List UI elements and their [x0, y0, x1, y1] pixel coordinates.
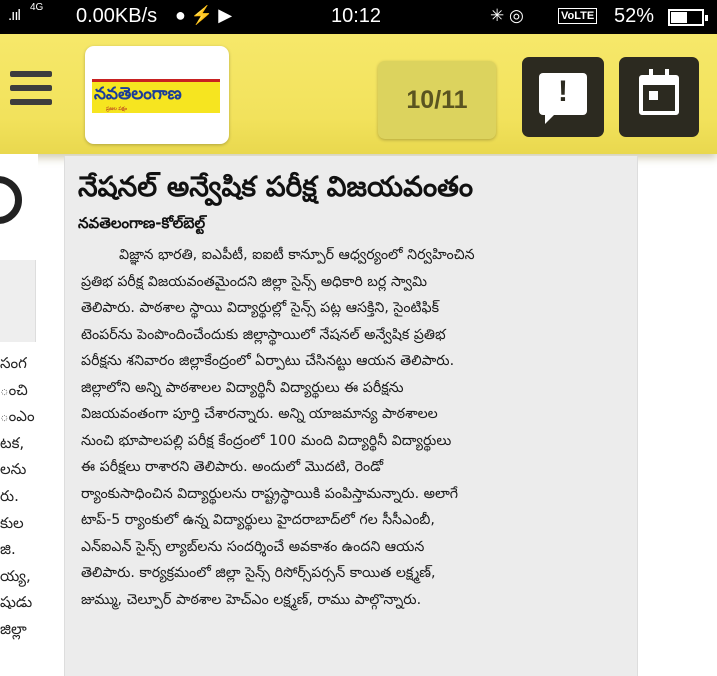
- article-clipping[interactable]: [64, 156, 638, 676]
- left-text-line: లను: [0, 460, 27, 479]
- article-line: విజయవంతంగా పూర్తి చేశారన్నారు. అన్ని యాజమాన్య పాఠశాలల: [81, 406, 438, 422]
- left-text-line: షుడు: [0, 593, 33, 612]
- left-text-line: య్య,: [0, 566, 31, 585]
- left-text-line: కుల: [0, 513, 24, 532]
- article-body: [81, 242, 633, 613]
- article-headline: నేషనల్ అన్వేషిక పరీక్ష విజయవంతం: [78, 170, 474, 203]
- article-line: ర్యాంకుసాధించిన విద్యార్థులను రాష్ట్రస్థాయికి పంపిస్తామన్నారు. అలాగే: [81, 485, 459, 502]
- calendar-icon: [639, 75, 679, 115]
- left-text-line: ంచి: [0, 380, 28, 399]
- calendar-button[interactable]: [619, 57, 699, 137]
- left-text-line: టక,: [0, 433, 25, 452]
- left-text-line: సంగ: [0, 354, 27, 372]
- feedback-icon: !: [539, 73, 587, 115]
- left-text-line: ంఎం: [0, 407, 35, 426]
- article-line: టాప్-5 ర్యాంకులో ఉన్న విద్యార్థులు హైదరాబాద్‌లో గల సీసీఎంబీ,: [81, 512, 435, 528]
- page-indicator-button[interactable]: 10/11: [378, 61, 496, 139]
- menu-icon[interactable]: [10, 71, 54, 109]
- article-line: తెలిపారు. పాఠశాల స్థాయి విద్యార్థుల్లో సైన్స్ పట్ల ఆసక్తిని, సైంటిఫిక్: [81, 300, 439, 316]
- article-line: విజ్ఞాన భారతి, ఐఎపీటీ, ఐఐటీ కాన్పూర్ ఆధ్వర్యంలో నిర్వహించిన: [119, 247, 475, 263]
- network-type: 4G: [30, 2, 44, 13]
- logo-card[interactable]: [85, 46, 229, 144]
- left-image-box: [0, 260, 36, 342]
- notification-icons: ● ⚡ ▶: [175, 5, 233, 25]
- article-line: జిల్లాలోని అన్ని పాఠశాలల విద్యార్థినీ విద్యార్థులు ఈ పరీక్షను: [81, 379, 404, 396]
- article-line: ఎన్ఐఎన్ సైన్స్ ల్యాబ్‌లను సందర్శించే అవకాశం ఉందని ఆయన: [81, 538, 425, 555]
- volte-badge: VoLTE: [558, 8, 597, 24]
- article-line: ప్రతిభ పరీక్ష విజయవంతమైందని జిల్లా సైన్స్ అధికారి బర్ల స్వామి: [81, 273, 427, 290]
- app-toolbar: [0, 34, 717, 154]
- article-line: జుమ్ము, చెల్పూర్ పాఠశాల హెచ్ఎం లక్ష్మణ్, రాము పాల్గొన్నారు.: [81, 591, 422, 608]
- article-line: తెలిపారు. కార్యక్రమంలో జిల్లా సైన్స్ రిసోర్స్‌పర్సన్ కాయిత లక్ష్మణ్,: [81, 565, 436, 581]
- article-line: ఈ పరీక్షలు రాశారని తెలిపారు. అందులో మొదటి, రెండో: [81, 459, 384, 475]
- logo-text: నవతెలంగాణ: [94, 84, 182, 104]
- network-speed: 0.00KB/s: [76, 5, 158, 27]
- left-text-line: జిల్లా: [0, 619, 27, 638]
- signal-icon: .ııl: [8, 7, 20, 24]
- left-text-line: రు.: [0, 486, 19, 505]
- status-bar: [0, 0, 717, 34]
- battery-icon: [668, 9, 704, 26]
- article-line: పరీక్షను శనివారం జిల్లాకేంద్రంలో ఏర్పాటు చేసినట్టు ఆయన తెలిపారు.: [81, 353, 455, 369]
- clock: 10:12: [331, 5, 382, 27]
- battery-percent: 52%: [614, 5, 655, 27]
- article-line: టెంపర్‌ను పెంపొందించేందుకు జిల్లాస్థాయిలో నేషనల్ అన్వేషిక ప్రతిభ: [81, 326, 446, 343]
- logo-tagline: ప్రజల పక్షం: [106, 106, 128, 112]
- left-text-column: [0, 350, 38, 643]
- article-line: నుంచి భూపాలపల్లి పరీక్ష కేంద్రంలో 100 మంది విద్యార్థినీ విద్యార్థులు: [81, 432, 452, 449]
- newspaper-logo: [92, 79, 220, 113]
- battery-fill: [671, 12, 687, 23]
- bluetooth-eye-icons: ✳ ◎: [490, 6, 524, 25]
- left-text-line: జి.: [0, 540, 16, 559]
- article-byline: నవతెలంగాణ-కోల్‌బెల్ట్: [78, 214, 206, 232]
- ad-circle-graphic: [0, 176, 22, 224]
- report-button[interactable]: [522, 57, 604, 137]
- previous-article-strip[interactable]: [0, 154, 38, 676]
